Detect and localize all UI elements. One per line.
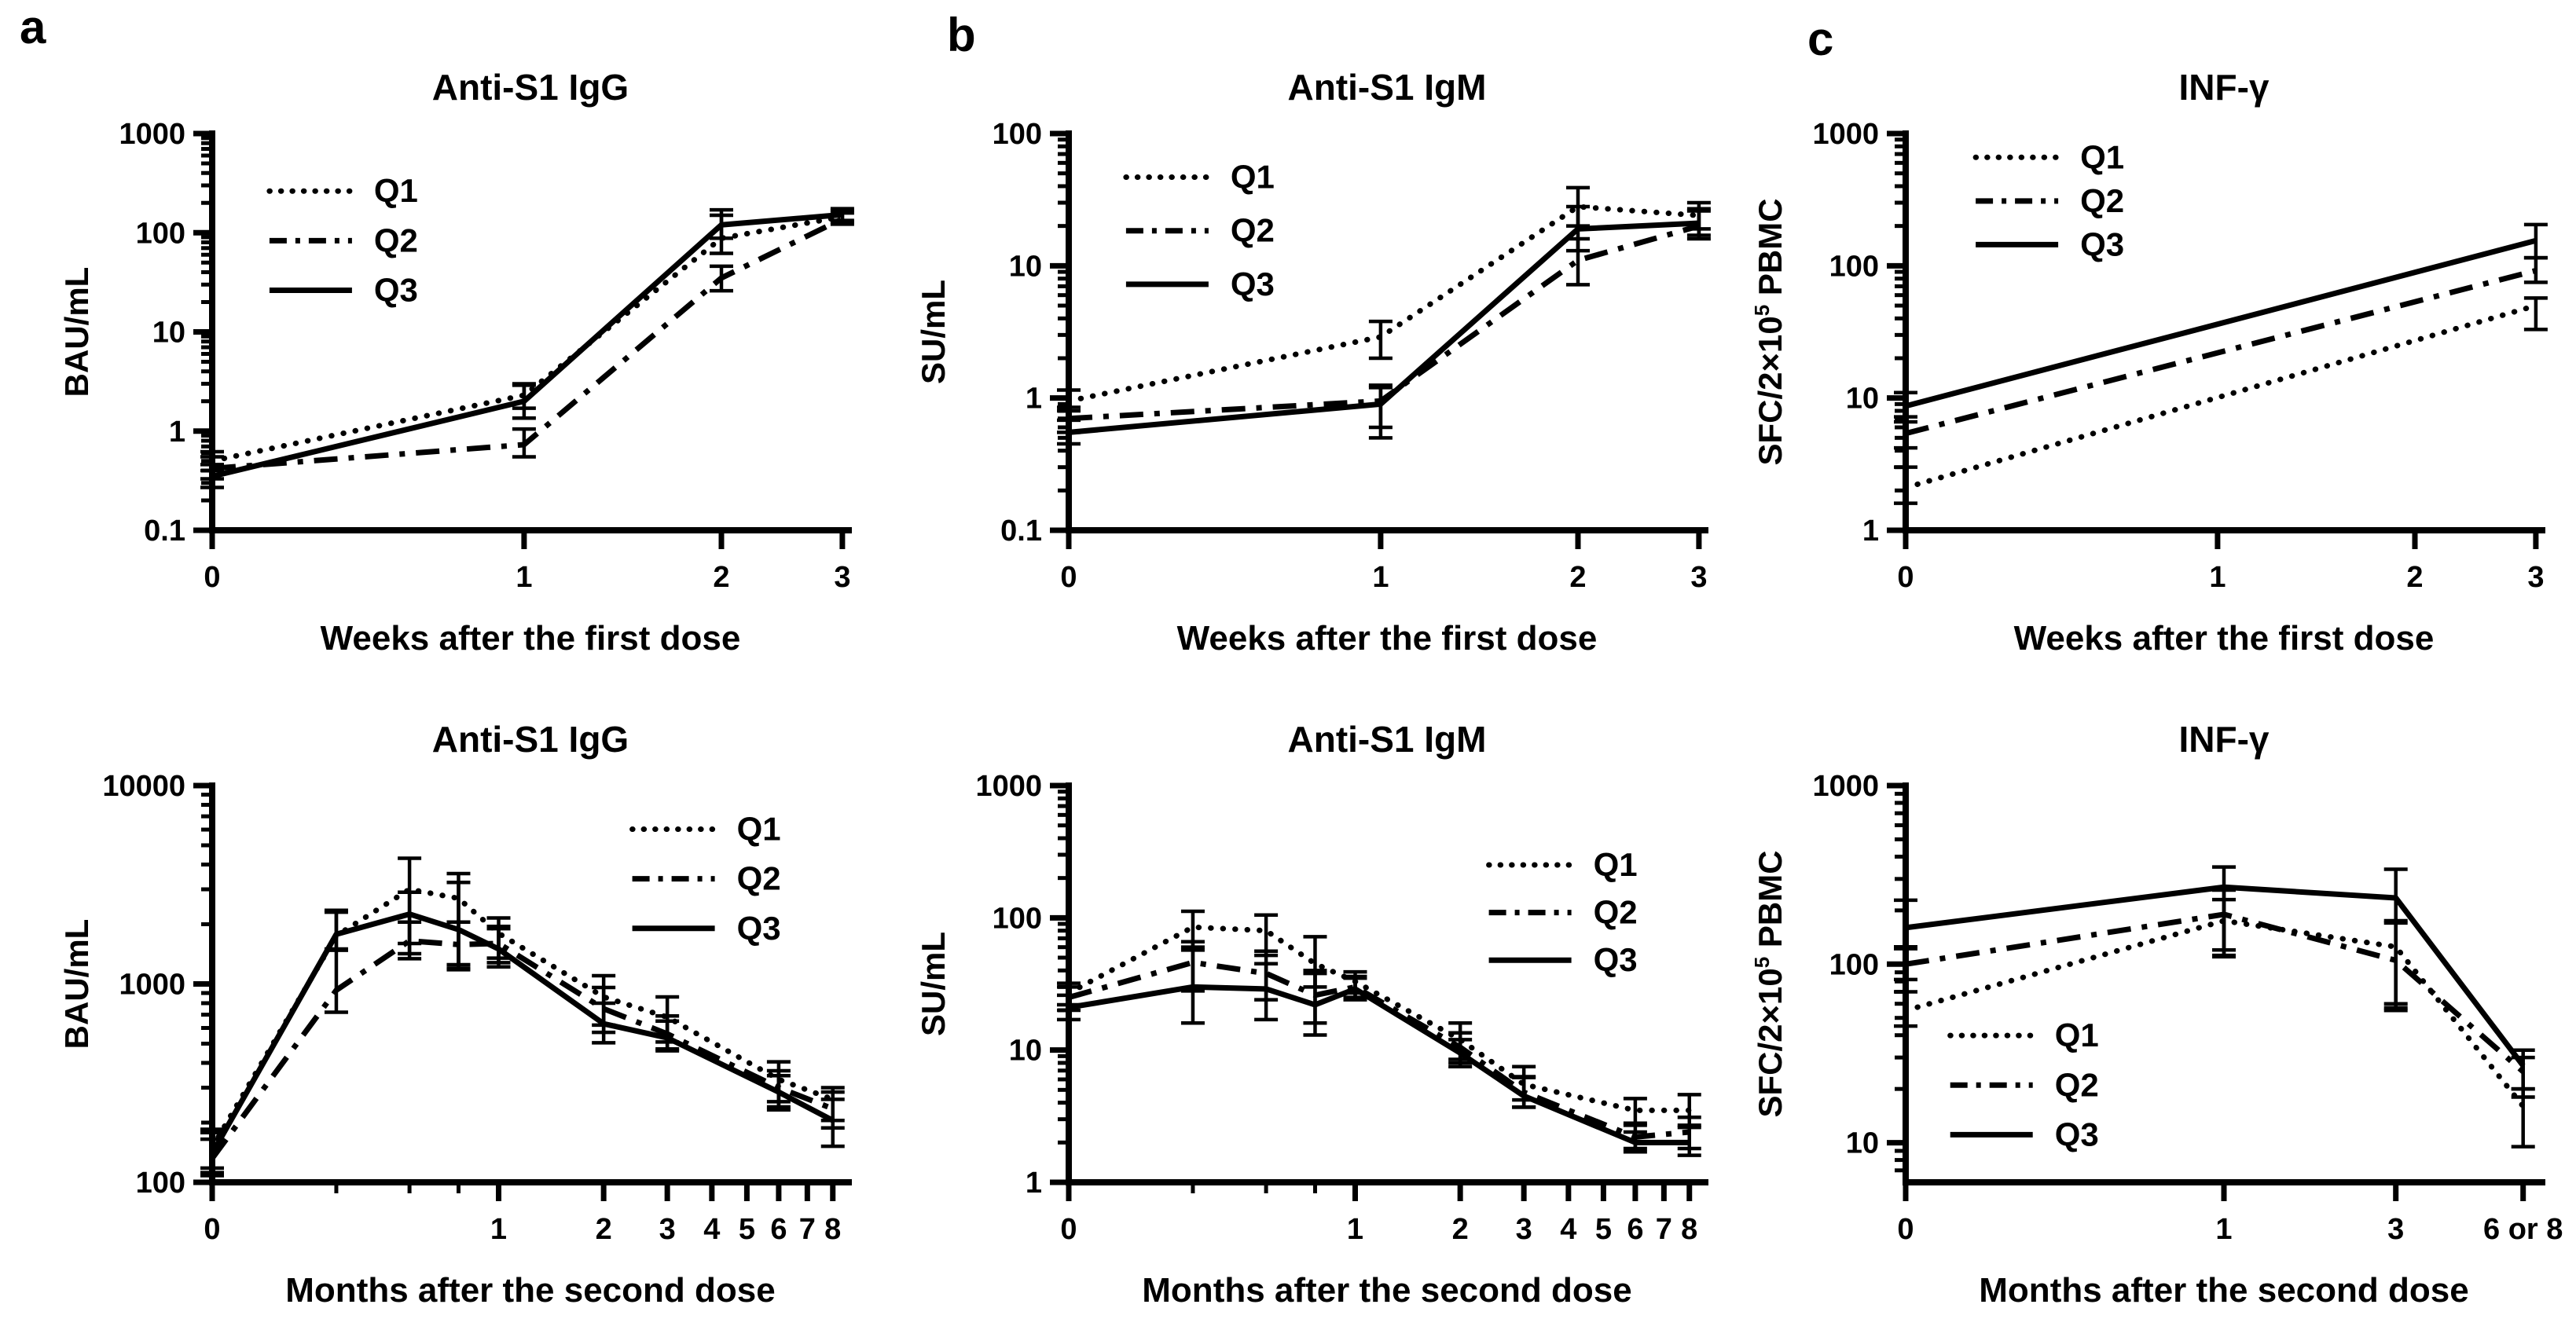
series-line-q3 [212, 214, 842, 476]
chart-title: Anti-S1 IgG [431, 67, 629, 108]
x-tick-label: 8 [1681, 1213, 1698, 1246]
chart-anti-s1-igm-weeks [904, 43, 1737, 687]
y-tick-label: 10000 [102, 770, 185, 803]
x-tick-label: 1 [2209, 561, 2226, 594]
legend-label-q3: Q3 [2080, 225, 2125, 263]
x-tick-label: 3 [1515, 1213, 1532, 1246]
c-bottom-svg [1741, 695, 2574, 1339]
series-line-q2 [1906, 270, 2536, 433]
y-tick-label: 1000 [975, 770, 1042, 803]
legend-label-q2: Q2 [2054, 1066, 2099, 1104]
legend-label-q2: Q2 [1593, 893, 1638, 931]
x-tick-label: 2 [1569, 561, 1587, 594]
chart-title: Anti-S1 IgG [431, 719, 629, 760]
x-tick-label: 7 [1655, 1213, 1672, 1246]
legend-label-q3: Q3 [736, 909, 781, 947]
legend-label-q1: Q1 [1593, 846, 1638, 883]
y-tick-label: 100 [135, 217, 185, 251]
x-tick-label: 4 [1560, 1213, 1577, 1246]
x-tick-label: 6 [770, 1213, 787, 1246]
x-tick-label: 2 [595, 1213, 612, 1246]
chart-title: INF-γ [2178, 719, 2270, 760]
x-tick-label: 0 [204, 561, 221, 594]
y-tick-label: 1 [168, 415, 185, 449]
panel-letter-b: b [947, 9, 976, 61]
y-tick-label: 0.1 [1000, 515, 1042, 548]
x-axis-label: Weeks after the first dose [1176, 619, 1598, 658]
y-tick-label: 1 [1025, 382, 1042, 416]
y-tick-label: 1000 [119, 118, 185, 151]
y-tick-label: 100 [1829, 250, 1879, 284]
y-axis-label: SFC/$2\times 10^5$ PBMC [1750, 198, 1789, 466]
x-tick-label: 2 [2406, 561, 2424, 594]
chart-anti-s1-igm-months [904, 695, 1737, 1339]
chart-anti-s1-igg-months [47, 695, 880, 1339]
x-axis-label: Months after the second dose [1979, 1271, 2469, 1310]
y-tick-label: 10 [152, 316, 185, 350]
chart-title: Anti-S1 IgM [1287, 67, 1487, 108]
x-tick-label: 8 [824, 1213, 842, 1246]
series-line-q1 [212, 217, 842, 461]
x-tick-label: 1 [2215, 1213, 2233, 1246]
chart-title: INF-γ [2178, 67, 2270, 108]
x-tick-label: 7 [798, 1213, 816, 1246]
y-axis-label: SFC/$2\times 10^5$ PBMC [1750, 850, 1789, 1118]
x-tick-label: 3 [659, 1213, 676, 1246]
x-tick-label: 3 [1690, 561, 1708, 594]
series-line-q2 [1906, 914, 2523, 1072]
x-tick-label: 2 [713, 561, 730, 594]
legend-label-q1: Q1 [373, 172, 418, 210]
y-tick-label: 1000 [1812, 770, 1879, 803]
x-tick-label: 0 [1060, 1213, 1077, 1246]
x-axis-label: Months after the second dose [285, 1271, 776, 1310]
legend-label-q3: Q3 [1230, 265, 1275, 302]
x-tick-label: 3 [2387, 1213, 2405, 1246]
c-top-svg [1741, 43, 2574, 687]
y-tick-label: 10 [1008, 250, 1042, 284]
panel-letter-c: c [1807, 13, 1834, 65]
axes [1069, 786, 1705, 1182]
legend-label-q1: Q1 [1230, 158, 1275, 196]
y-tick-label: 10 [1845, 382, 1879, 416]
y-tick-label: 1000 [1812, 118, 1879, 151]
y-tick-label: 1 [1025, 1167, 1042, 1200]
x-tick-label: 0 [1897, 561, 1914, 594]
legend-label-q3: Q3 [2054, 1116, 2099, 1153]
x-axis-label: Weeks after the first dose [2013, 619, 2435, 658]
legend-label-q2: Q2 [1230, 211, 1275, 249]
y-tick-label: 10 [1845, 1127, 1879, 1160]
x-tick-label: 0 [1897, 1213, 1914, 1246]
y-tick-label: 10 [1008, 1034, 1042, 1068]
chart-inf-gamma-weeks [1741, 43, 2574, 687]
y-axis-label: SU/mL [915, 279, 952, 385]
x-tick-label: 3 [834, 561, 851, 594]
y-tick-label: 100 [135, 1167, 185, 1200]
panel-letter-a: a [20, 1, 46, 53]
series-line-q2 [212, 941, 833, 1159]
x-tick-label: 1 [516, 561, 533, 594]
series-line-q1 [1906, 306, 2536, 488]
legend-label-q1: Q1 [736, 810, 781, 848]
x-tick-label: 3 [2527, 561, 2545, 594]
x-tick-label: 1 [490, 1213, 508, 1246]
x-tick-label: 5 [1594, 1213, 1612, 1246]
x-axis-label: Weeks after the first dose [320, 619, 741, 658]
b-top-svg [904, 43, 1737, 687]
legend-label-q1: Q1 [2054, 1017, 2099, 1054]
y-axis-label: SU/mL [915, 931, 952, 1037]
y-tick-label: 1 [1862, 515, 1879, 548]
series-line-q3 [1906, 240, 2536, 406]
x-tick-label: 1 [1346, 1213, 1364, 1246]
y-axis-label: BAU/mL [58, 918, 95, 1050]
series-line-q2 [212, 219, 842, 469]
legend-label-q3: Q3 [373, 271, 418, 309]
y-tick-label: 100 [992, 118, 1042, 151]
a-bottom-svg [47, 695, 880, 1339]
x-tick-label: 6 or 8 [2483, 1213, 2563, 1246]
axes [212, 134, 849, 530]
x-axis-label: Months after the second dose [1142, 1271, 1632, 1310]
chart-inf-gamma-months [1741, 695, 2574, 1339]
a-top-svg [47, 43, 880, 687]
series-line-q1 [1069, 207, 1699, 401]
chart-title: Anti-S1 IgM [1287, 719, 1487, 760]
series-line-q2 [1069, 962, 1690, 1137]
x-tick-label: 2 [1451, 1213, 1469, 1246]
x-tick-label: 6 [1627, 1213, 1644, 1246]
y-tick-label: 100 [1829, 948, 1879, 982]
legend-label-q2: Q2 [2080, 181, 2125, 219]
x-tick-label: 1 [1372, 561, 1389, 594]
legend-label-q2: Q2 [373, 222, 418, 259]
b-bottom-svg [904, 695, 1737, 1339]
x-tick-label: 0 [204, 1213, 221, 1246]
x-tick-label: 5 [738, 1213, 755, 1246]
chart-anti-s1-igg-weeks [47, 43, 880, 687]
y-tick-label: 0.1 [144, 515, 185, 548]
legend-label-q1: Q1 [2080, 138, 2125, 176]
y-tick-label: 100 [992, 902, 1042, 936]
x-tick-label: 0 [1060, 561, 1077, 594]
y-tick-label: 1000 [119, 968, 185, 1002]
legend-label-q2: Q2 [736, 859, 781, 897]
x-tick-label: 4 [703, 1213, 721, 1246]
legend-label-q3: Q3 [1593, 941, 1638, 979]
y-axis-label: BAU/mL [58, 266, 95, 398]
